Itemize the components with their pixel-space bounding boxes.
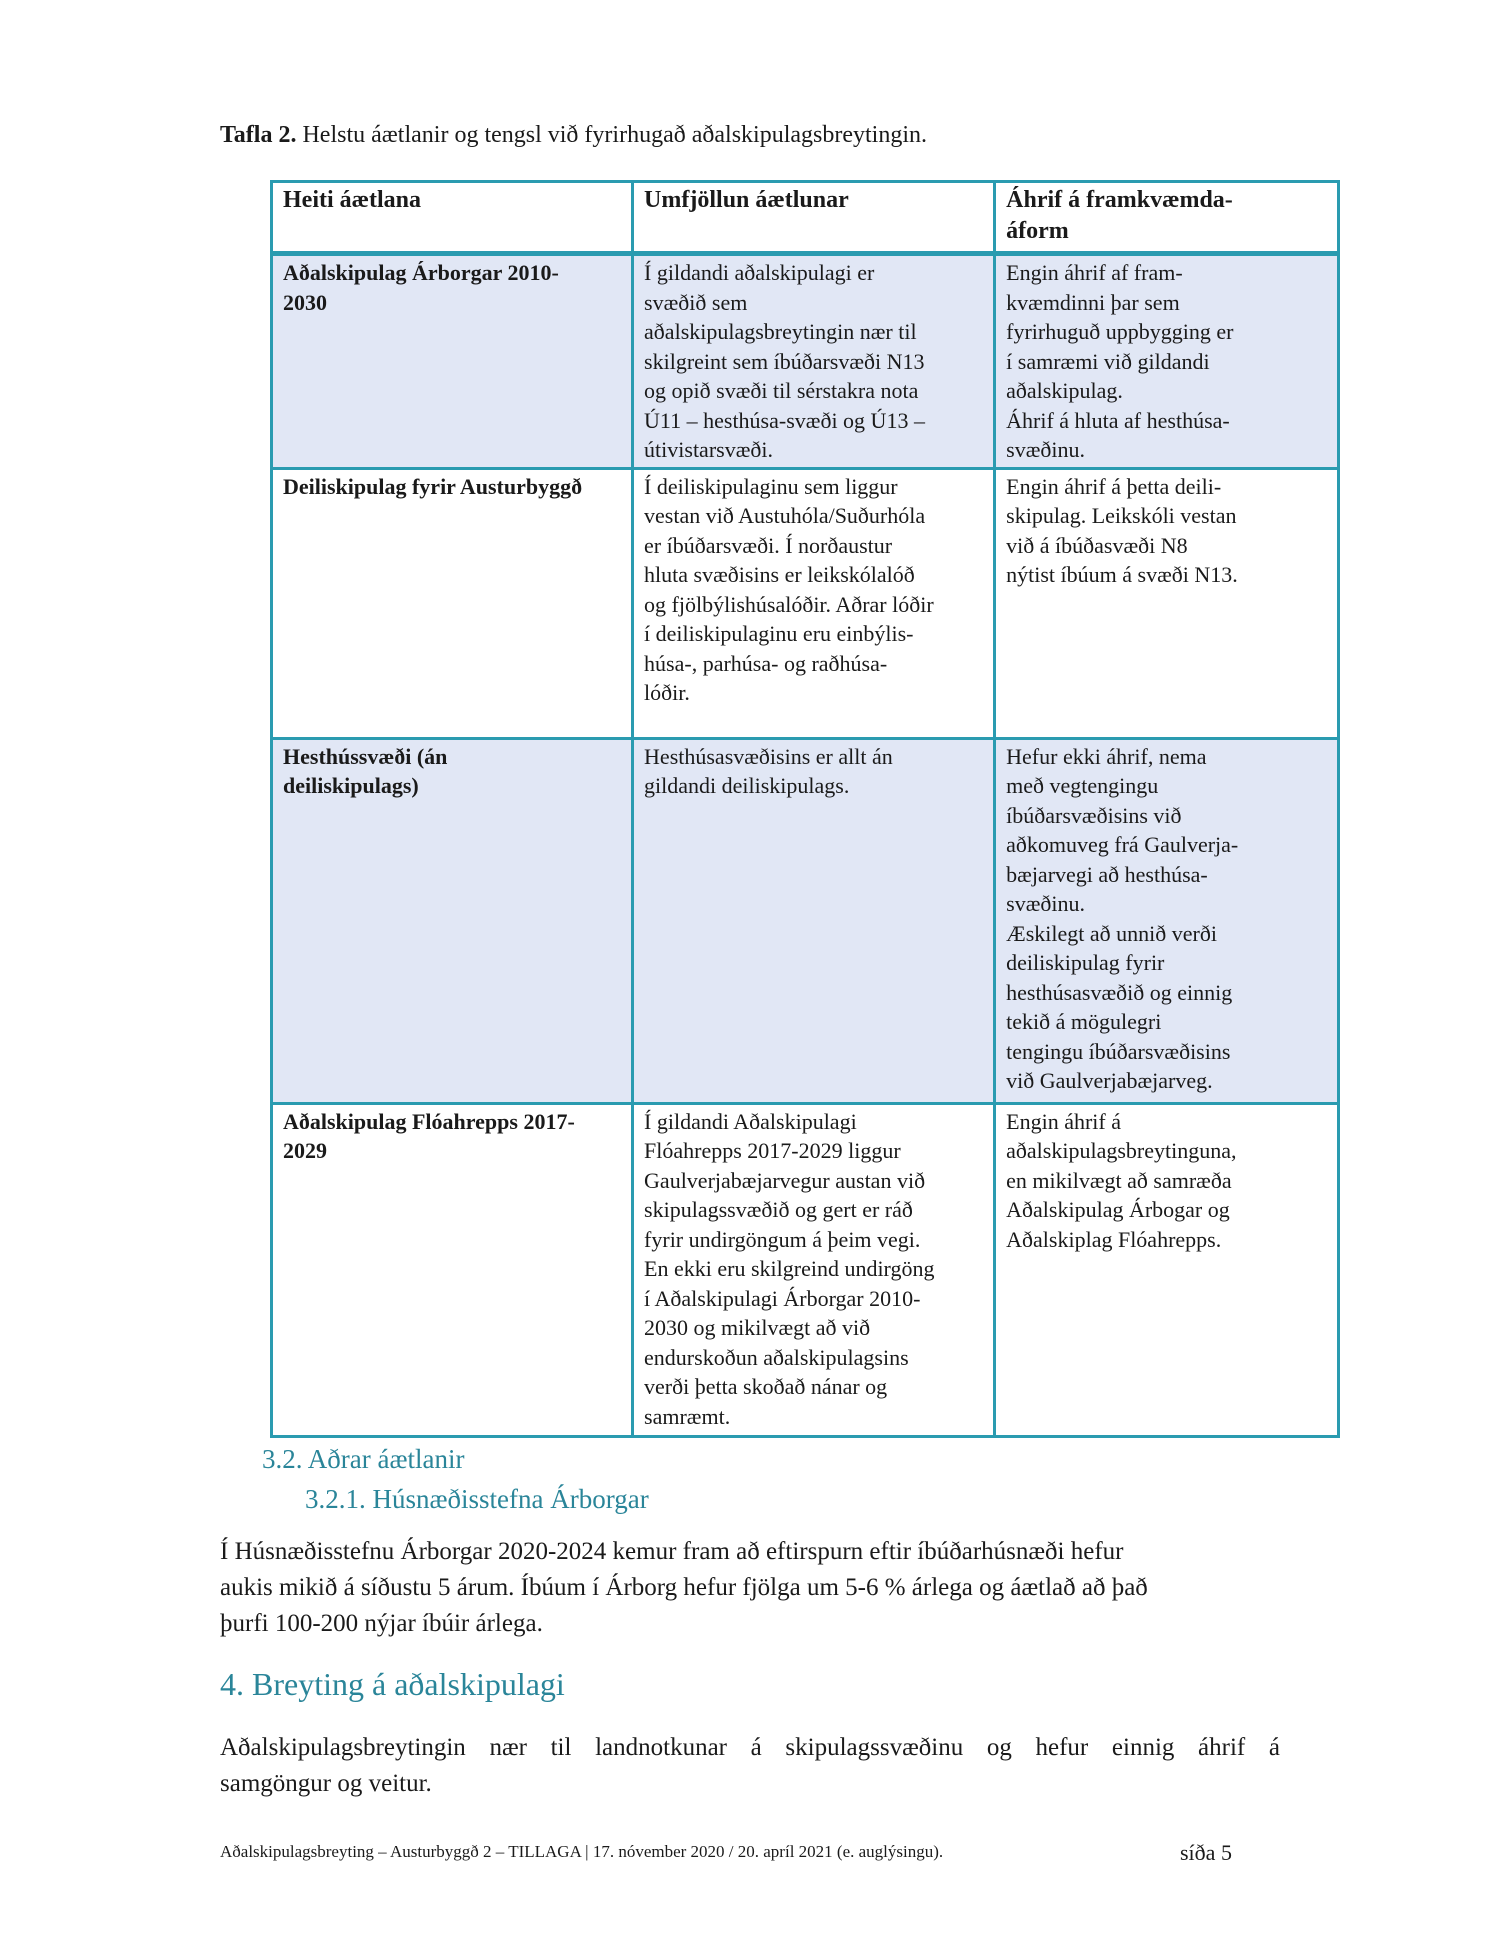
row-1-discussion-line: aðalskipulagsbreytingin nær til [644,319,917,344]
header-impact [995,182,1339,254]
row-1-impact-line: aðalskipulag. [1006,378,1123,403]
heading-section-4: 4. Breyting á aðalskipulagi [220,1666,565,1702]
row-3-name [272,738,633,1103]
row-4-discussion-line: Gaulverjabæjarvegur austan við [644,1167,926,1193]
row-3-discussion [633,738,995,1103]
paragraph-line: Aðalskipulagsbreytingin nær til landnotkunar á skipulagssvæðinu og hefur einnig áhrif á [220,1734,1280,1761]
row-4-impact [995,1103,1339,1436]
row-1-impact-line: Áhrif á hluta af hesthúsa- [1006,407,1230,433]
row-3-impact-line: hesthúsasvæðið og einnig [1006,979,1233,1005]
paragraph-line: samgöngur og veitur. [220,1770,432,1797]
row-1-name [272,254,633,469]
row-2-discussion-line: og fjölbýlishúsalóðir. Aðrar lóðir [644,591,934,617]
row-2-impact-line: Engin áhrif á þetta deili- [1006,473,1222,499]
row-1-impact-line: kvæmdinni þar sem [1006,289,1180,315]
row-3-impact-line: bæjarvegi að hesthúsa- [1006,861,1208,887]
page-footer: Aðalskipulagsbreyting – Austurbyggð 2 – TILLAGA | 17. nóvember 2020 / 20. apríl 2021 (e. auglýsingu). [220,1842,944,1861]
row-4-discussion-line: Í gildandi Aðalskipulagi [644,1108,857,1134]
row-2-discussion-line: húsa-, parhúsa- og raðhúsa- [644,650,888,676]
row-3-impact [995,738,1339,1103]
row-1-discussion-line: Ú11 – hesthúsa-svæði og Ú13 – [644,407,925,433]
row-4-impact-line: Aðalskiplag Flóahrepps. [1006,1226,1222,1252]
row-4-impact-line: en mikilvægt að samræða [1006,1167,1232,1193]
row-1-impact-line: í samræmi við gildandi [1006,348,1210,374]
paragraph-line: Í Húsnæðisstefnu Árborgar 2020-2024 kemur fram að eftirspurn eftir íbúðarhúsnæði hefur [220,1538,1124,1565]
row-3-impact-line: með vegtengingu [1006,773,1159,798]
row-4-impact-line: Aðalskipulag Árbogar og [1006,1197,1230,1222]
row-2-discussion-line: hluta svæðisins er leikskólalóð [644,562,915,587]
row-2-discussion-line: lóðir. [644,680,690,705]
row-2-impact-line: nýtist íbúum á svæði N13. [1006,562,1238,587]
row-1-impact-line: Engin áhrif af fram- [1006,260,1183,285]
row-1-discussion-line: og opið svæði til sérstakra nota [644,378,919,403]
row-3-impact-line: Æskilegt að unnið verði [1006,920,1217,946]
row-2-name [272,468,633,738]
row-3-name-line: Hesthússvæði (án [283,743,448,769]
row-3-impact-line: deiliskipulag fyrir [1006,950,1165,975]
row-1-discussion [633,254,995,469]
row-4-impact-line: Engin áhrif á [1006,1108,1121,1134]
row-4-name [272,1103,633,1436]
table-row [272,468,1339,738]
row-1-discussion-line: svæðið sem [644,289,748,315]
row-2-discussion-line: vestan við Austuhóla/Suðurhóla [644,503,926,528]
row-2-impact-line: skipulag. Leikskóli vestan [1006,503,1237,528]
table-row [272,254,1339,469]
paragraph-line: aukis mikið á síðustu 5 árum. Íbúum í Árborg hefur fjölga um 5-6 % árlega og áætlað að það [220,1574,1148,1601]
row-2-discussion-line: er íbúðarsvæði. Í norðaustur [644,532,893,558]
row-2-discussion-line: í deiliskipulaginu eru einbýlis- [644,621,914,646]
row-3-name-line: deiliskipulags) [283,773,419,798]
row-4-discussion [633,1103,995,1436]
page-number: síða 5 [1180,1840,1232,1865]
table-caption [220,120,927,150]
row-3-impact-line: tengingu íbúðarsvæðisins [1006,1038,1231,1064]
heading-section-3-2-1: 3.2.1. Húsnæðisstefna Árborgar [305,1484,649,1514]
row-4-discussion-line: endurskoðun aðalskipulagsins [644,1344,909,1370]
row-4-discussion-line: En ekki eru skilgreind undirgöng [644,1256,935,1281]
row-1-impact-line: fyrirhuguð uppbygging er [1006,319,1234,344]
header-plan-name: Heiti áætlana [272,182,633,254]
row-1-impact-line: svæðinu. [1006,437,1085,462]
row-2-discussion-line: Í deiliskipulaginu sem liggur [644,473,898,499]
row-4-discussion-line: 2030 og mikilvægt að við [644,1315,871,1340]
row-2-impact-line: við á íbúðasvæði N8 [1006,532,1188,558]
row-4-name-line: Aðalskipulag Flóahrepps 2017- [283,1108,575,1134]
row-3-impact-line: tekið á mögulegri [1006,1009,1162,1034]
row-4-discussion-line: samræmt. [644,1403,731,1429]
paragraph-housing-policy [220,1534,1280,1642]
header-plan-discussion: Umfjöllun áætlunar [633,182,995,254]
table-caption-label: Tafla 2. [220,122,297,148]
row-4-impact-line: aðalskipulagsbreytinguna, [1006,1138,1237,1163]
paragraph-plan-change [220,1730,1280,1802]
row-3-impact-line: aðkomuveg frá Gaulverja- [1006,832,1239,857]
row-4-discussion-line: Flóahrepps 2017-2029 liggur [644,1138,901,1163]
row-4-discussion-line: í Aðalskipulagi Árborgar 2010- [644,1285,921,1311]
row-1-discussion-line: útivistarsvæði. [644,437,773,462]
row-3-impact-line: við Gaulverjabæjarveg. [1006,1068,1213,1093]
heading-section-3-2: 3.2. Aðrar áætlanir [262,1444,465,1474]
row-3-discussion-line: gildandi deiliskipulags. [644,773,850,798]
row-1-discussion-line: Í gildandi aðalskipulagi er [644,260,875,285]
row-1-name-line: Aðalskipulag Árborgar 2010- [283,260,559,285]
row-3-impact-line: íbúðarsvæðisins við [1006,802,1182,828]
paragraph-line: þurfi 100-200 nýjar íbúir árlega. [220,1610,543,1637]
header-impact-line-1: Áhrif á framkvæmda- [1006,187,1233,213]
table-header-row [272,182,1339,254]
table-caption-text: Helstu áætlanir og tengsl við fyrirhugað aðalskipulagsbreytingin. [296,122,928,148]
row-4-discussion-line: verði þetta skoðað nánar og [644,1374,888,1399]
row-4-discussion-line: skipulagssvæðið og gert er ráð [644,1197,913,1222]
row-2-impact [995,468,1339,738]
row-4-name-line: 2029 [283,1138,327,1163]
table-row [272,1103,1339,1436]
header-impact-line-2: áform [1006,218,1069,244]
row-1-impact [995,254,1339,469]
row-1-name-line: 2030 [283,289,327,315]
row-2-discussion [633,468,995,738]
table-row [272,738,1339,1103]
row-1-discussion-line: skilgreint sem íbúðarsvæði N13 [644,348,925,374]
plans-table [270,180,1340,1438]
row-3-impact-line: svæðinu. [1006,891,1085,916]
row-4-discussion-line: fyrir undirgöngum á þeim vegi. [644,1226,921,1252]
row-3-discussion-line: Hesthúsasvæðisins er allt án [644,743,893,769]
row-3-impact-line: Hefur ekki áhrif, nema [1006,743,1207,769]
row-2-name-line: Deiliskipulag fyrir Austurbyggð [283,473,583,499]
